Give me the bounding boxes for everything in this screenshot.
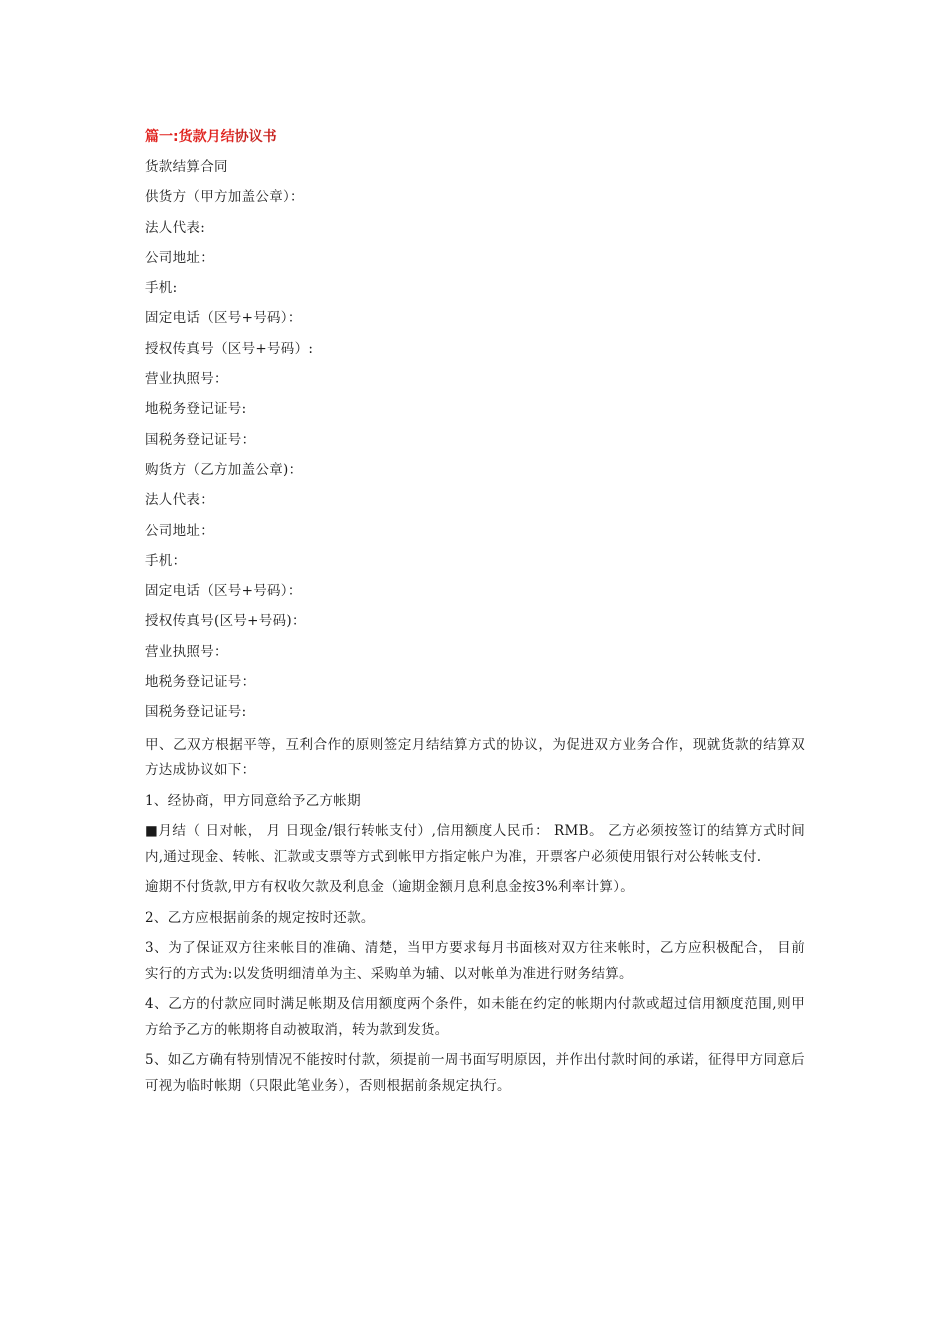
- supplier-heading: 供货方（甲方加盖公章）：: [145, 189, 304, 206]
- buyer-national-tax: 国税务登记证号:: [145, 704, 247, 721]
- contract-name: 货款结算合同: [145, 159, 228, 175]
- clause-1-overdue: 逾期不付货款,甲方有权收欠款及利息金（逾期金额月息利息金按3%利率计算）。: [145, 879, 635, 896]
- supplier-address: 公司地址：: [145, 249, 214, 266]
- supplier-mobile: 手机:: [145, 280, 178, 297]
- buyer-fax: 授权传真号(区号+号码)：: [145, 613, 306, 630]
- clause-1-monthly-terms: ■月结（ 日对帐， 月 日现金/银行转帐支付）,信用额度人民币： RMB。 乙方必须按签订的结算方式时间内,通过现金、转帐、汇款或支票等方式到帐甲方指定帐户为准，开票客户必须使用银行对公转帐支付.: [145, 823, 805, 865]
- title-part-1: 篇一:货款月结: [145, 129, 235, 145]
- buyer-address: 公司地址：: [145, 522, 214, 539]
- intro-paragraph: 甲、乙双方根据平等，互利合作的原则签定月结结算方式的协议，为促进双方业务合作，现就货款的结算双方达成协议如下：: [145, 736, 805, 779]
- clause-2: 2、乙方应根据前条的规定按时还款。: [145, 909, 375, 926]
- buyer-mobile: 手机：: [145, 552, 187, 569]
- clause-5: 5、如乙方确有特别情况不能按时付款，须提前一周书面写明原因，并作出付款时间的承诺，征得甲方同意后可视为临时帐期（只限此笔业务），否则根据前条规定执行。: [145, 1052, 805, 1094]
- supplier-national-tax: 国税务登记证号：: [145, 431, 256, 448]
- title-part-2: 协议书: [234, 129, 277, 145]
- clause-1: 1、经协商，甲方同意给予乙方帐期: [145, 792, 361, 809]
- clause-3: 3、为了保证双方往来帐目的准确、清楚，当甲方要求每月书面核对双方往来帐时，乙方应积极配合， 目前实行的方式为:以发货明细清单为主、采购单为辅、以对帐单为准进行财务结算。: [145, 940, 805, 982]
- buyer-license: 营业执照号：: [145, 643, 228, 660]
- buyer-heading: 购货方（乙方加盖公章)：: [145, 461, 303, 478]
- document-page: [145, 127, 805, 1104]
- supplier-local-tax: 地税务登记证号:: [145, 401, 247, 418]
- supplier-license: 营业执照号：: [145, 371, 228, 388]
- supplier-legal-rep: 法人代表:: [145, 219, 206, 236]
- supplier-fax: 授权传真号（区号+号码）:: [145, 340, 314, 357]
- document-title: [145, 127, 805, 147]
- buyer-legal-rep: 法人代表：: [145, 492, 214, 509]
- clause-4: 4、乙方的付款应同时满足帐期及信用额度两个条件，如未能在约定的帐期内付款或超过信用额度范围,则甲方给予乙方的帐期将自动被取消，转为款到发货。: [145, 996, 805, 1038]
- supplier-phone: 固定电话（区号+号码）：: [145, 310, 302, 327]
- buyer-phone: 固定电话（区号+号码）：: [145, 583, 302, 600]
- buyer-local-tax: 地税务登记证号：: [145, 674, 256, 691]
